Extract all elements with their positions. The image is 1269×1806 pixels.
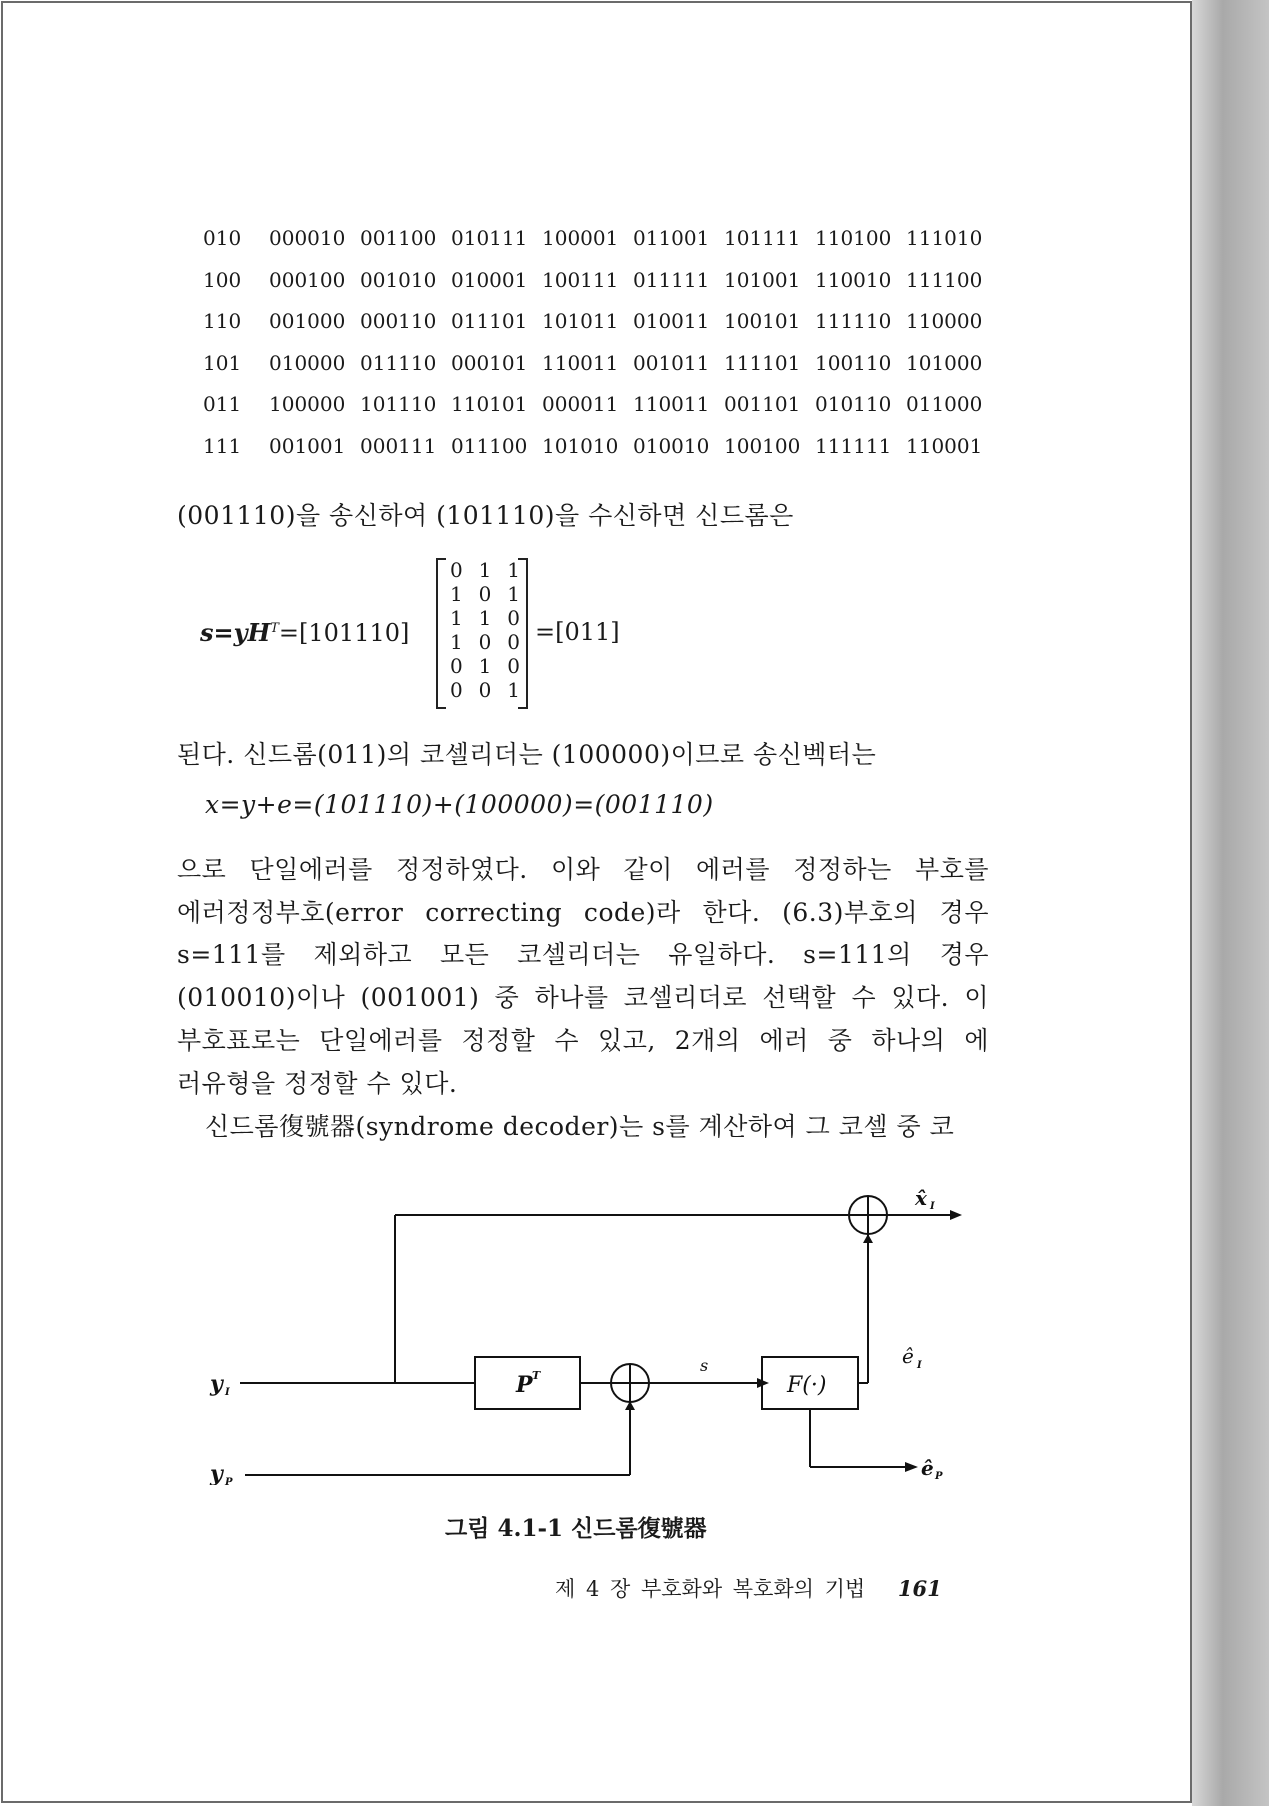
body-line: (010010)이나 (001001) 중 하나를 코셀리더로 선택할 수 있다. 이 <box>177 983 989 1012</box>
codeword-cell: 011101 <box>451 309 528 333</box>
codeword-cell: 010001 <box>451 267 528 292</box>
codeword-cell: 001011 <box>633 350 710 375</box>
codeword-cell: 110100 <box>815 226 892 250</box>
eq1-rhs: =[011] <box>535 618 620 646</box>
body-line: 으로 단일에러를 정정하였다. 이와 같이 에러를 정정하는 부호를 <box>177 855 989 884</box>
code-row <box>203 309 997 351</box>
eq1-left <box>200 618 409 647</box>
syndrome-cell: 110 <box>203 309 242 333</box>
pt-sup: T <box>532 1369 541 1382</box>
equation-2: x=y+e=(101110)+(100000)=(001110) <box>205 790 714 819</box>
matrix-entry: 1 <box>450 606 463 630</box>
codeword-cell: 111110 <box>815 309 892 333</box>
page-number: 161 <box>897 1576 942 1601</box>
matrix-entry: 0 <box>478 630 492 654</box>
f-label: F(·) <box>787 1373 827 1398</box>
codeword-cell: 111101 <box>724 350 801 375</box>
e-p-arrowhead <box>905 1462 918 1472</box>
codeword-cell: 011100 <box>451 433 528 458</box>
matrix-entry: 1 <box>478 558 492 582</box>
code-row <box>203 434 997 476</box>
code-row <box>203 268 997 310</box>
codeword-cell: 001001 <box>269 433 346 458</box>
codeword-cell: 101011 <box>542 309 619 333</box>
syndrome-cell: 101 <box>203 350 242 375</box>
codeword-cell: 000010 <box>269 226 346 250</box>
matrix-row <box>450 582 520 606</box>
matrix-entry: 1 <box>450 582 463 606</box>
codeword-cell: 001010 <box>360 267 437 292</box>
codeword-cell: 100101 <box>724 309 801 333</box>
codeword-cell: 100111 <box>542 267 619 292</box>
codeword-cell: 011110 <box>360 350 437 375</box>
x-out-label: x̂ <box>915 1186 927 1210</box>
matrix-entry: 0 <box>450 678 463 702</box>
page-footer <box>555 1573 942 1603</box>
codeword-cell: 010011 <box>633 309 710 333</box>
codeword-cell: 010111 <box>451 226 528 250</box>
codeword-cell: 000111 <box>360 433 437 458</box>
matrix-entry: 1 <box>450 630 463 654</box>
matrix-left-bracket <box>436 558 446 709</box>
last-line: 신드롬復號器(syndrome decoder)는 s를 계산하여 그 코셀 중 코 <box>205 1112 955 1141</box>
codeword-cell: 100110 <box>815 350 892 375</box>
codeword-cell: 000011 <box>542 392 619 416</box>
matrix-entry: 1 <box>507 678 520 702</box>
paragraph-1: (001110)을 송신하여 (101110)을 수신하면 신드롬은 <box>177 501 794 530</box>
matrix-entry: 1 <box>507 582 520 606</box>
codeword-cell: 010010 <box>633 433 710 458</box>
matrix-entry: 1 <box>478 606 492 630</box>
matrix-entry: 1 <box>478 654 492 678</box>
codeword-cell: 110101 <box>451 392 528 416</box>
y-i-label: y <box>210 1371 223 1397</box>
matrix-row <box>450 678 520 702</box>
code-row <box>203 392 997 434</box>
e-p-sub: P <box>935 1471 943 1482</box>
codeword-cell: 101000 <box>906 350 983 375</box>
codeword-cell: 110010 <box>815 267 892 292</box>
matrix-entry: 0 <box>450 654 463 678</box>
e-p-label: ê <box>921 1456 934 1480</box>
code-row <box>203 351 997 393</box>
codeword-cell: 111010 <box>906 226 983 250</box>
matrix-entry: 0 <box>450 558 463 582</box>
codeword-cell: 100100 <box>724 433 801 458</box>
y-p-sub: P <box>225 1477 233 1485</box>
matrix-row <box>450 558 520 582</box>
syndrome-cell: 100 <box>203 267 242 292</box>
e-i-sub: I <box>917 1360 922 1371</box>
matrix-entry: 0 <box>507 630 520 654</box>
codeword-cell: 010000 <box>269 350 346 375</box>
figure-caption: 그림 4.1-1 신드롬復號器 <box>445 1515 707 1542</box>
codeword-cell: 111100 <box>906 267 983 292</box>
codeword-cell: 101010 <box>542 433 619 458</box>
codeword-cell: 110001 <box>906 433 983 458</box>
codeword-cell: 001101 <box>724 392 801 416</box>
matrix-entry: 0 <box>478 582 492 606</box>
codeword-cell: 001100 <box>360 226 437 250</box>
parity-matrix <box>436 558 528 705</box>
codeword-cell: 000110 <box>360 309 437 333</box>
matrix-entry: 0 <box>507 654 520 678</box>
codeword-cell: 001000 <box>269 309 346 333</box>
codeword-cell: 110000 <box>906 309 983 333</box>
codeword-cell: 000101 <box>451 350 528 375</box>
matrix-entry: 1 <box>507 558 520 582</box>
body-line: 부호표로는 단일에러를 정정할 수 있고, 2개의 에러 중 하나의 에 <box>177 1026 989 1055</box>
codeword-cell: 101001 <box>724 267 801 292</box>
matrix-row <box>450 630 520 654</box>
chapter-title: 제 4 장 부호화와 복호화의 기법 <box>555 1577 866 1601</box>
codeword-cell: 101110 <box>360 392 437 416</box>
codeword-cell: 000100 <box>269 267 346 292</box>
matrix-row <box>450 654 520 678</box>
y-p-label: y <box>210 1461 223 1485</box>
codeword-cell: 111111 <box>815 433 892 458</box>
codeword-cell: 011001 <box>633 226 710 250</box>
body-line: 러유형을 정정할 수 있다. <box>177 1069 458 1098</box>
matrix-entry: 0 <box>478 678 492 702</box>
code-row <box>203 226 997 268</box>
syndrome-decoder-diagram <box>190 1185 990 1485</box>
codeword-cell: 010110 <box>815 392 892 416</box>
syndrome-cell: 010 <box>203 226 242 250</box>
body-line: s=111를 제외하고 모든 코셀리더는 유일하다. s=111의 경우 <box>177 940 989 969</box>
e-i-arrowhead <box>863 1234 873 1243</box>
x-out-sub: I <box>930 1201 935 1212</box>
codeword-cell: 110011 <box>633 392 710 416</box>
body-line: 에러정정부호(error correcting code)라 한다. (6.3)부호의 경우 <box>177 898 989 927</box>
pt-label: P <box>516 1372 533 1398</box>
syndrome-cell: 111 <box>203 433 242 458</box>
eq1-lhs: s=yH <box>200 618 271 647</box>
y-i-sub: I <box>225 1387 230 1398</box>
page-edge-shadow <box>1192 0 1269 1806</box>
codeword-cell: 110011 <box>542 350 619 375</box>
codeword-cell: 011000 <box>906 392 983 416</box>
matrix-row <box>450 606 520 630</box>
output-arrowhead <box>950 1210 962 1220</box>
codeword-cell: 011111 <box>633 267 710 292</box>
syndrome-cell: 011 <box>203 392 242 416</box>
e-i-label: ê <box>902 1344 914 1368</box>
code-table <box>203 226 997 475</box>
paragraph-2: 된다. 신드롬(011)의 코셀리더는 (100000)이므로 송신벡터는 <box>177 740 877 769</box>
codeword-cell: 100001 <box>542 226 619 250</box>
s-label: s <box>700 1356 709 1375</box>
eq1-vec: =[101110] <box>278 619 410 647</box>
codeword-cell: 100000 <box>269 392 346 416</box>
eq1-sup: T <box>270 621 279 636</box>
matrix-entry: 0 <box>507 606 520 630</box>
codeword-cell: 101111 <box>724 226 801 250</box>
